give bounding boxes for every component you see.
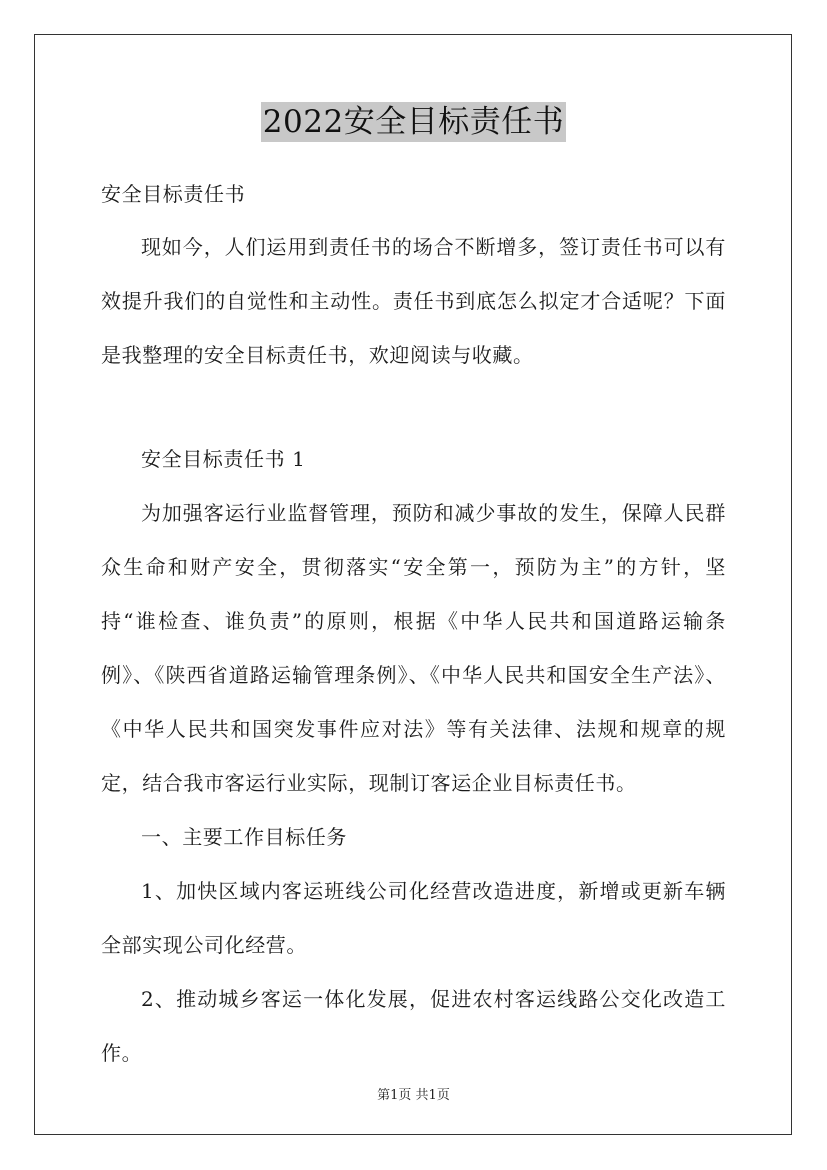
document-body <box>101 168 726 1080</box>
document-title: 2022安全目标责任书 <box>262 104 565 140</box>
spacer <box>101 382 726 432</box>
title-container <box>0 102 827 142</box>
body-paragraph: 一、主要工作目标任务 <box>141 825 347 849</box>
body-paragraph: 2、推动城乡客运一体化发展，促进农村客运线路公交化改造工作。 <box>101 987 726 1065</box>
body-paragraph: 1、加快区域内客运班线公司化经营改造进度，新增或更新车辆全部实现公司化经营。 <box>101 879 726 957</box>
page-footer: 第1页 共1页 <box>377 1088 450 1103</box>
document-subtitle: 安全目标责任书 <box>101 182 246 206</box>
intro-paragraph: 现如今，人们运用到责任书的场合不断增多，签订责任书可以有效提升我们的自觉性和主动性。责任书到底怎么拟定才合适呢？下面是我整理的安全目标责任书，欢迎阅读与收藏。 <box>101 235 726 367</box>
section-heading: 安全目标责任书 1 <box>141 447 306 471</box>
body-paragraph: 为加强客运行业监督管理，预防和减少事故的发生，保障人民群众生命和财产安全，贯彻落实“安全第一，预防为主”的方针，坚持“谁检查、谁负责”的原则，根据《中华人民共和国道路运输条例》、《陕西省道路运输管理条例》、《中华人民共和国安全生产法》、《中华人民共和国突发事件应对法》等有关法律、法规和规章的规定，结合我市客运行业实际，现制订客运企业目标责任书。 <box>101 501 726 795</box>
